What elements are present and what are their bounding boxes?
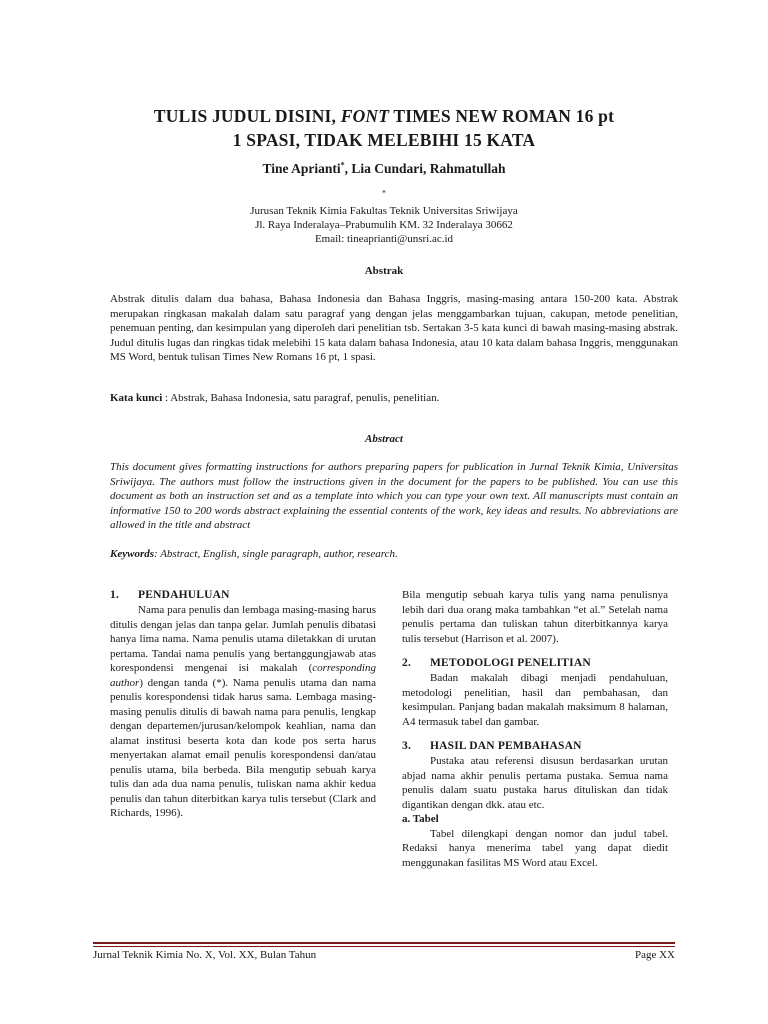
right-column: [402, 588, 668, 870]
section-3-paragraph: Pustaka atau referensi disusun berdasarkan urutan abjad nama akhir penulis pertama pustaka. Semua nama penulis dalam suatu pustaka harus dituliskan dan tidak digantikan dengan dkk. atau etc.: [402, 755, 668, 811]
title-line-1: TULIS JUDUL DISINI, FONT TIMES NEW ROMAN 16 pt: [153, 106, 615, 126]
left-column: [110, 588, 376, 821]
affiliation-line-1: * Jurusan Teknik Kimia Fakultas Teknik Universitas Sriwijaya: [250, 188, 518, 217]
abstract-text: This document gives formatting instructions for authors preparing papers for publication in Jurnal Teknik Kimia, Universitas Sriwijaya. The authors must follow the instructions given in the document for the papers to be published. You can use this document as both an instruction set and as a template into which you can type your own text. All manuscripts must contain an informative 150 to 200 words abstract explaining the essential contents of the work, key ideas and results. No abbreviations are allowed in the title and abstract: [110, 461, 678, 532]
section-1-heading: 1. PENDAHULUAN: [110, 589, 230, 601]
author-list: Tine Aprianti*, Lia Cundari, Rahmatullah: [262, 160, 506, 176]
affiliation: [90, 190, 678, 246]
journal-footer: Jurnal Teknik Kimia No. X, Vol. XX, Bulan Tahun: [93, 949, 317, 961]
title-line-2: 1 SPASI, TIDAK MELEBIHI 15 KATA: [232, 130, 536, 150]
affiliation-line-2: Jl. Raya Inderalaya–Prabumulih KM. 32 Inderalaya 30662: [255, 219, 513, 231]
section-2-paragraph: Badan makalah dibagi menjadi pendahuluan, metodologi penelitian, hasil dan pembahasan, dan kesimpulan. Panjang badan makalah maksimum 8 halaman, A4 termasuk tabel dan gambar.: [402, 672, 668, 728]
abstrak-text: Abstrak ditulis dalam dua bahasa, Bahasa Indonesia dan Bahasa Inggris, masing-masing antara 150-200 kata. Abstrak merupakan ringkasan makalah dalam satu paragraf yang dengan jelas menggambarkan tujuan, cakupan, metode penelitian, penemuan penting, dan kesimpulan yang diperoleh dari penelitian tsb. Sertakan 3-5 kata kunci di bawah masing-masing abstrak. Judul ditulis lugas dan ringkas tidak melebihi 15 kata dalam bahasa Indonesia, atau 10 kata dalam bahasa Inggris, menggunakan MS Word, bentuk tulisan Times New Romans 16 pt, 1 spasi.: [110, 293, 678, 364]
section-3-heading: 3. HASIL DAN PEMBAHASAN: [402, 740, 582, 752]
subsection-a-paragraph: Tabel dilengkapi dengan nomor dan judul tabel. Redaksi hanya menerima tabel yang dapat diedit menggunakan fasilitas MS Word atau Excel.: [402, 827, 668, 869]
page-number: Page XX: [634, 949, 675, 961]
paper-title: [90, 104, 678, 152]
kata-kunci: Kata kunci : Abstrak, Bahasa Indonesia, satu paragraf, penulis, penelitian.: [110, 392, 440, 404]
abstrak-heading: Abstrak: [364, 265, 404, 277]
section-1-paragraph: Nama para penulis dan lembaga masing-masing harus ditulis dengan jelas dan tanpa gelar. Jumlah penulis dibatasi hanya lima nama. Nama penulis utama diletakkan di urutan pertama. Tandai nama penulis yang bertanggungjawab atas korespondensi mengenai isi makalah (corresponding author) dengan tanda (*). Nama penulis utama dan nama penulis korespondensi tidak harus sama. Lembaga masing-masing penulis ditulis di bawah nama para penulis, lengkap dengan departemen/jurusan/kelompok keahlian, nama dan alamat institusi beserta kota dan kode pos serta harus menyertakan alamat email penulis korespondensi dan/atau penulis utama, bila berbeda. Bila mengutip sebuah karya tulis dan ada dua nama penulis, tuliskan nama akhir kedua penulis dan tahun diterbitkan karya tulis tersebut (Clark and Richards, 1996).: [110, 604, 376, 819]
footer-rule-thick: [93, 942, 675, 944]
affiliation-email: Email: tineaprianti@unsri.ac.id: [314, 233, 454, 245]
section-1-paragraph-cont: Bila mengutip sebuah karya tulis yang nama penulisnya lebih dari dua orang maka tambahkan “et al.” Setelah nama penulis pertama dan tuliskan tahun diterbitkannya karya tulis tersebut (Harrison et al. 2007).: [402, 589, 668, 645]
section-2-heading: 2. METODOLOGI PENELITIAN: [402, 657, 591, 669]
abstract-heading: Abstract: [365, 433, 403, 445]
subsection-a-heading: a. Tabel: [402, 813, 439, 825]
keywords: Keywords: Abstract, English, single paragraph, author, research.: [110, 548, 398, 560]
footer-rule-thin: [93, 946, 675, 947]
